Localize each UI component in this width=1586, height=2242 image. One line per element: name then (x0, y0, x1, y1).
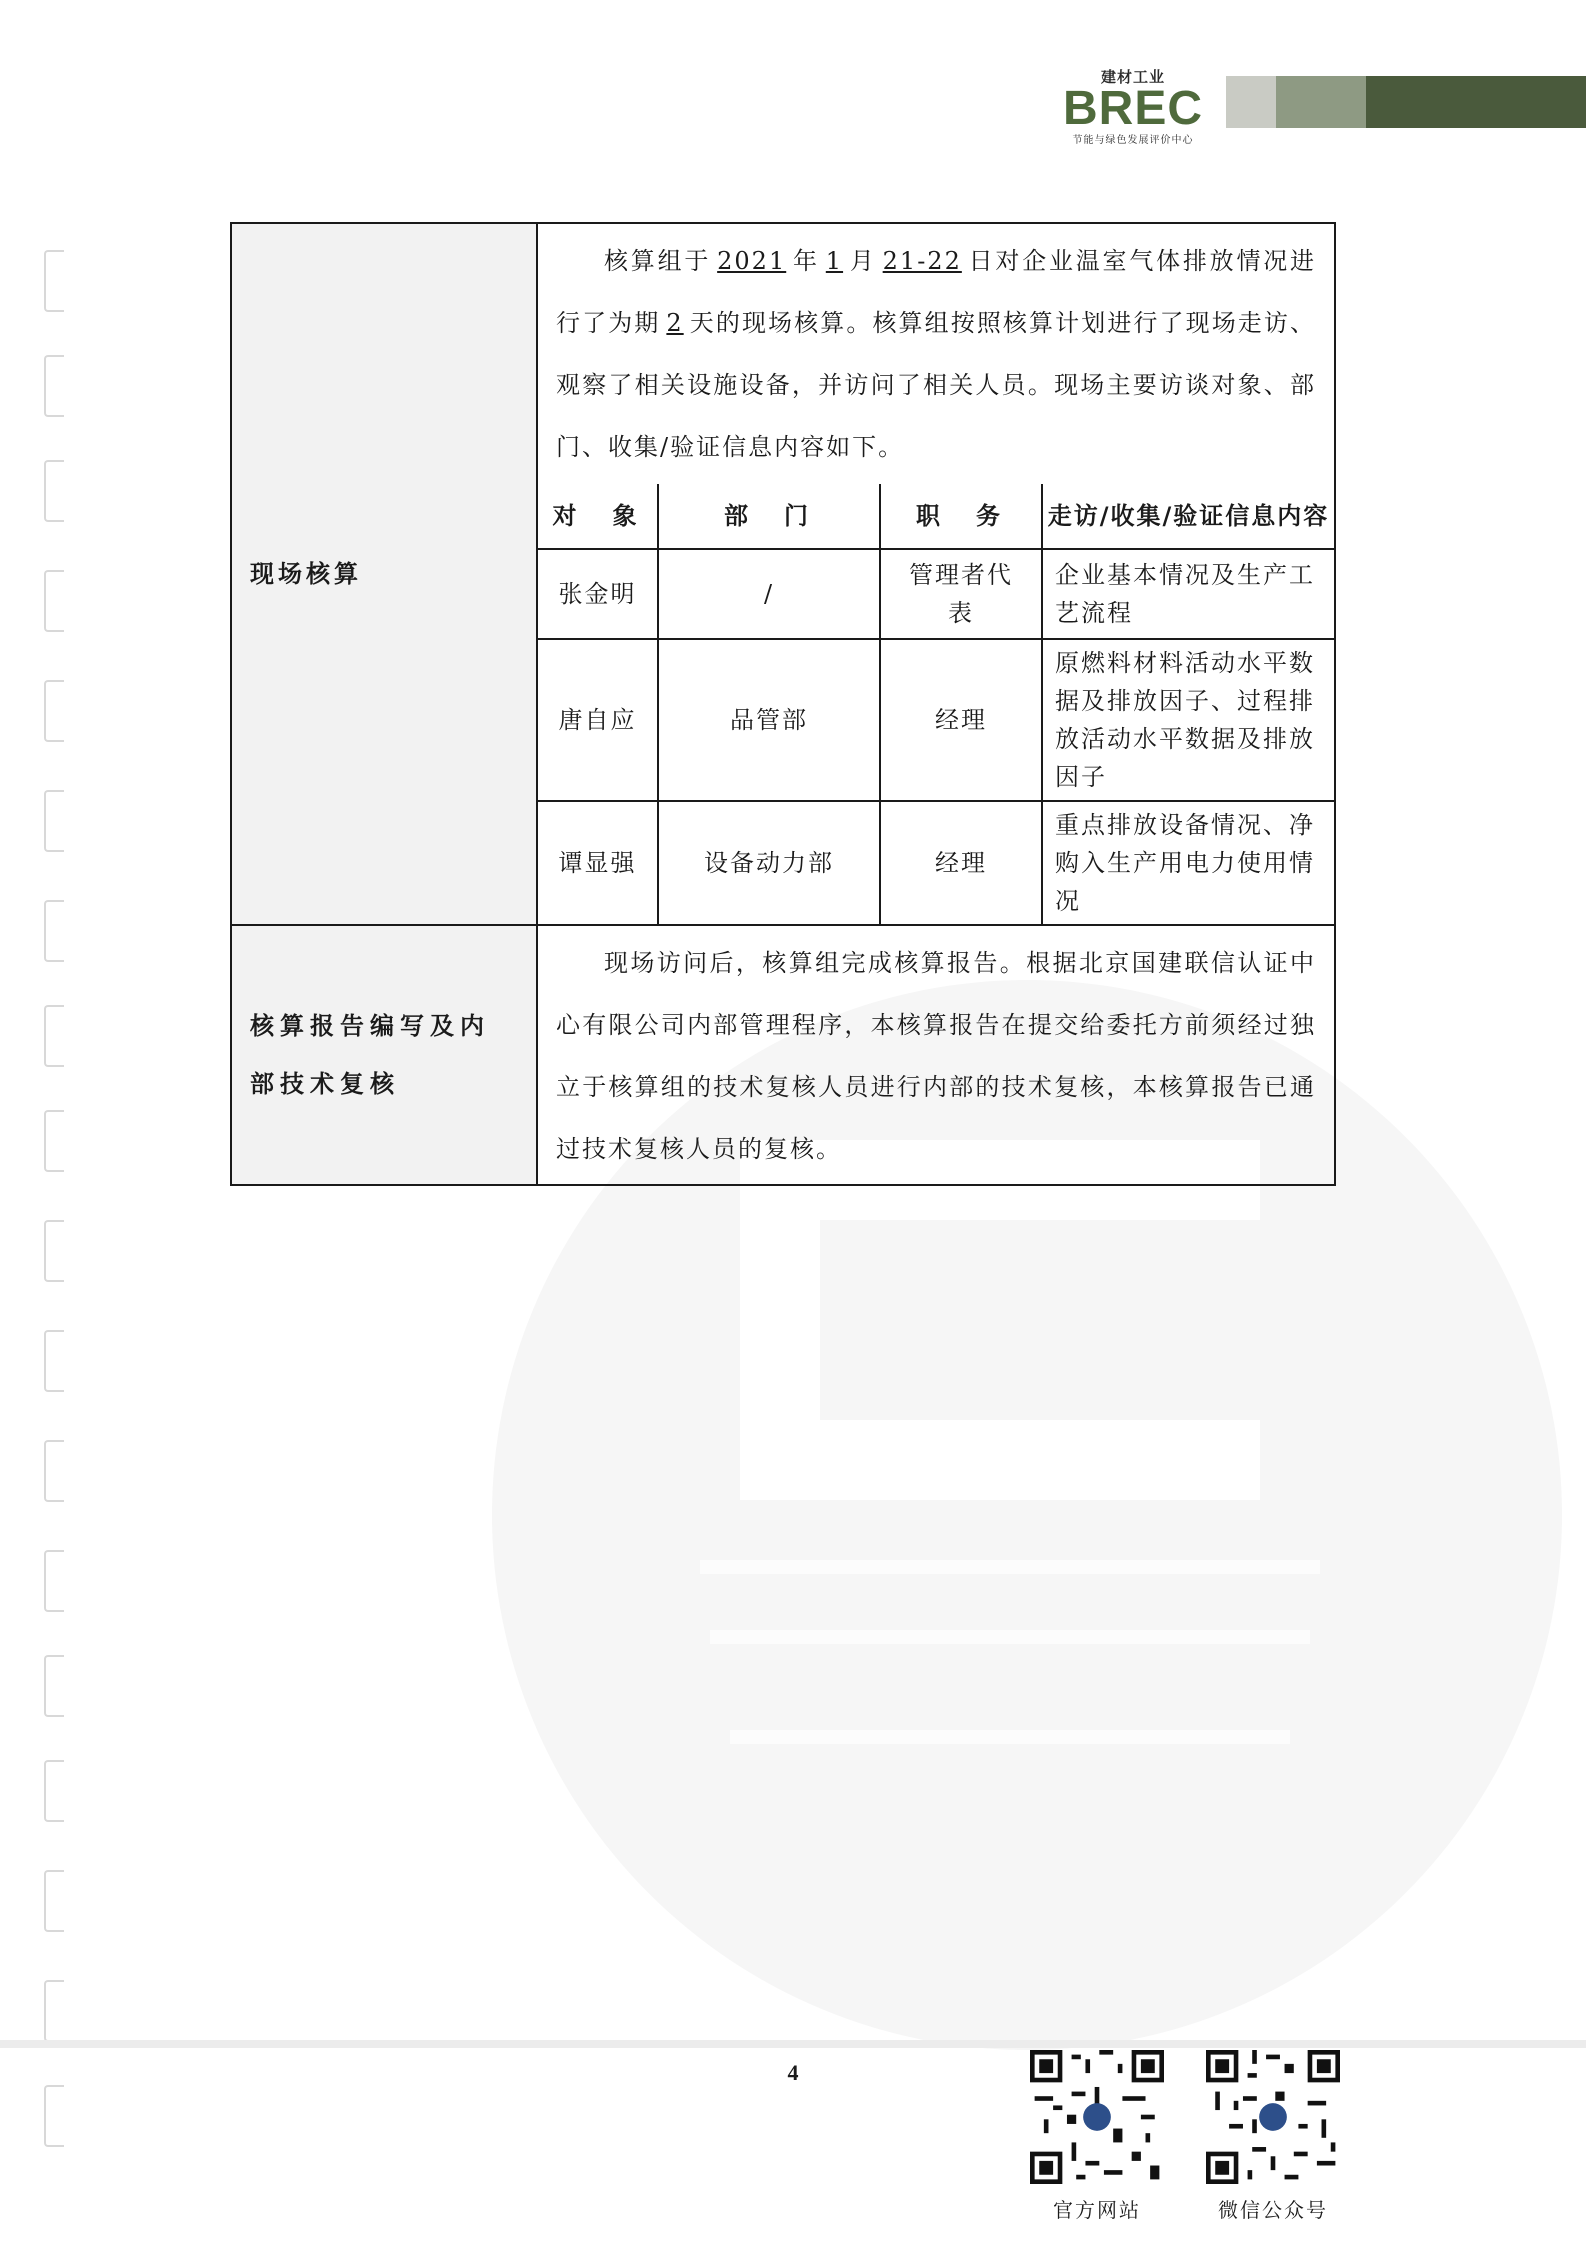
binding-hole (44, 900, 64, 962)
header-color-bar (1366, 76, 1586, 128)
col-header-content: 走访/收集/验证信息内容 (1042, 484, 1334, 549)
binding-hole (44, 790, 64, 852)
binding-hole (44, 1005, 64, 1067)
binding-hole (44, 1870, 64, 1932)
watermark-line (730, 1730, 1290, 1744)
review-content (537, 925, 1335, 1185)
year-value: 2021 (717, 247, 787, 275)
text-fragment: 日对企业温室气体排放情况进行了为期 (556, 247, 1317, 337)
cell-position: 经理 (880, 639, 1042, 801)
duration-value: 2 (666, 309, 684, 337)
watermark-logo (740, 1140, 1260, 1500)
binding-hole (44, 570, 64, 632)
binding-hole (44, 1220, 64, 1282)
logo-top-text: 建材工业 (1100, 68, 1165, 86)
header-color-bar (1226, 76, 1276, 128)
cell-department: 设备动力部 (658, 801, 880, 924)
qr-label-wechat: 微信公众号 (1218, 2198, 1328, 2222)
binding-hole (44, 1440, 64, 1502)
table-row (538, 639, 1334, 801)
binding-hole (44, 250, 64, 312)
qr-code-wechat (1206, 2050, 1340, 2184)
page-number: 4 (787, 2060, 799, 2085)
table-row (538, 801, 1334, 924)
month-value: 1 (825, 247, 844, 275)
binding-hole (44, 2085, 64, 2147)
cell-department: 品管部 (658, 639, 880, 801)
qr-label-website: 官方网站 (1053, 2198, 1141, 2222)
onsite-paragraph (538, 224, 1334, 478)
binding-hole (44, 1110, 64, 1172)
cell-position: 经理 (880, 801, 1042, 924)
text-fragment: 天的现场核算。核算组按照核算计划进行了现场走访、观察了相关设施设备，并访问了相关人员。现场主要访谈对象、部门、收集/验证信息内容如下。 (556, 309, 1317, 461)
cell-content: 企业基本情况及生产工艺流程 (1042, 549, 1334, 639)
cell-position: 管理者代表 (880, 549, 1042, 639)
col-header-position: 职 务 (880, 484, 1042, 549)
cell-person: 谭显强 (538, 801, 658, 924)
brec-logo (1058, 66, 1208, 146)
cell-person: 唐自应 (538, 639, 658, 801)
binding-hole (44, 1550, 64, 1612)
col-header-person: 对 象 (538, 484, 658, 549)
binding-hole (44, 1330, 64, 1392)
text-fragment: 月 (849, 247, 877, 275)
text-fragment: 核算组于 (604, 247, 712, 275)
binding-hole (44, 460, 64, 522)
cell-content: 原燃料材料活动水平数据及排放因子、过程排放活动水平数据及排放因子 (1042, 639, 1334, 801)
col-header-department: 部 门 (658, 484, 880, 549)
onsite-content (537, 223, 1335, 925)
watermark-line (700, 1560, 1320, 1574)
cell-person: 张金明 (538, 549, 658, 639)
header-color-bar (1276, 76, 1366, 128)
table-row (538, 549, 1334, 639)
logo-sub-text: 节能与绿色发展评价中心 (1072, 135, 1194, 146)
binding-hole (44, 1760, 64, 1822)
watermark-line (710, 1630, 1310, 1644)
day-value: 21-22 (882, 247, 962, 275)
review-paragraph: 现场访问后，核算组完成核算报告。根据北京国建联信认证中心有限公司内部管理程序，本核算报告在提交给委托方前须经过独立于核算组的技术复核人员进行内部的技术复核，本核算报告已通过技术复核人员的复核。 (556, 949, 1316, 1163)
binding-hole (44, 1980, 64, 2042)
logo-main-text: BREC (1062, 82, 1203, 135)
binding-hole (44, 680, 64, 742)
text-fragment: 年 (792, 247, 820, 275)
qr-code-website (1030, 2050, 1164, 2184)
cell-department: / (658, 549, 880, 639)
binding-hole (44, 1655, 64, 1717)
cell-content: 重点排放设备情况、净购入生产用电力使用情况 (1042, 801, 1334, 924)
footer-strip (0, 2040, 1586, 2048)
review-label: 核算报告编写及内部技术复核 (231, 925, 537, 1185)
report-table (230, 222, 1336, 1186)
onsite-label: 现场核算 (231, 223, 537, 925)
interview-table (538, 484, 1334, 924)
binding-hole (44, 355, 64, 417)
